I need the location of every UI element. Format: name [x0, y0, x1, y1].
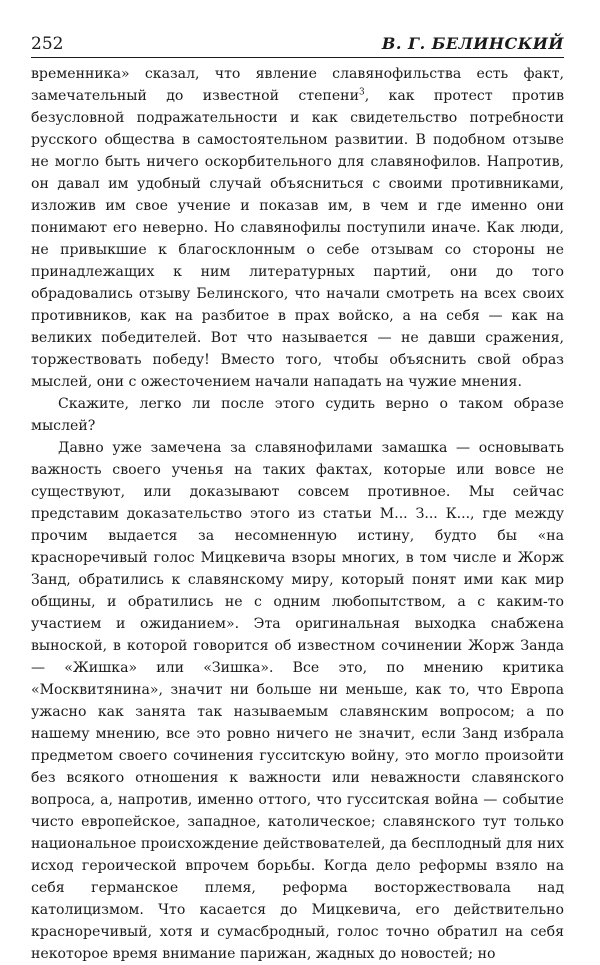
paragraph-3: Давно уже замечена за славянофилами замашка — основывать важность своего ученья на таких фактах, которые или вовсе не существуют, или доказывают совсем противное. Мы сейчас представим доказательство этого из статьи М... З... К..., где между прочим выдается за несомненную истину, будто бы «на красноречивый голос Мицкевича взоры многих, в том числе и Жорж Занд, обратились к славянскому миру, который понят ими как мир общины, и обратились не с одним любопытством, а с каким-то участием и ожиданием». Эта оригинальная выходка снабжена выноской, в которой говорится об известном сочинении Жорж Занда — «Жишка» или «Зишка». Все это, по мнению критика «Москвитянина», значит ни больше ни меньше, как то, что Европа ужасно как занята так называемым славянским вопросом; а по нашему мнению, все это ровно ничего не значит, если Занд избрала предметом своего сочинения гусситскую войну, это могло произойти без всякого отношения к важности или неважности славянского вопроса, а, напротив, именно оттого, что гусситская война — событие чисто европейское, западное, католическое; славянского тут только национальное происхождение действователей, да бесплодный для них исход героической впрочем борьбы. Когда дело реформы взяло на себя германское племя, реформа восторжествовала над католицизмом. Что касается до Мицкевича, его действительно красноречивый, хотя и сумасбродный, голос точно обратил на себя некоторое время внимание парижан, жадных до новостей; но	[31, 440, 564, 962]
paragraph-2: Скажите, легко ли после этого судить верно о таком образе мыслей?	[31, 396, 564, 434]
running-header	[31, 34, 564, 58]
running-title-author: В. Г. БЕЛИНСКИЙ	[381, 34, 564, 53]
footnote-reference: 3	[358, 87, 365, 98]
paragraph-1-text-start: временника» сказал, что явление славянофильства есть факт, замечательный до известной степени	[31, 66, 564, 104]
page-number: 252	[31, 34, 64, 54]
paragraph-1-text-end: , как протест против безусловной подражательности и как свидетельство потребности русского общества в самостоятельном развитии. В подобном отзыве не могло быть ничего оскорбительного для славянофилов. Напротив, он давал им удобный случай объясниться с своими противниками, изложив им свое учение и показав им, в чем и где именно они понимают его неверно. Но славянофилы поступили иначе. Как люди, не привыкшие к благосклонным о себе отзывам со стороны не принадлежащих к ним литературных партий, они до того обрадовались отзыву Белинского, что начали смотреть на всех своих противников, как на разбитое в прах войско, а на себя — как на великих победителей. Вот что называется — не давши сражения, торжествовать победу! Вместо того, чтобы объяснить свой образ мыслей, они с ожесточением начали нападать на чужие мнения.	[31, 88, 564, 390]
body-text	[31, 63, 564, 965]
paragraph-1	[31, 63, 564, 393]
